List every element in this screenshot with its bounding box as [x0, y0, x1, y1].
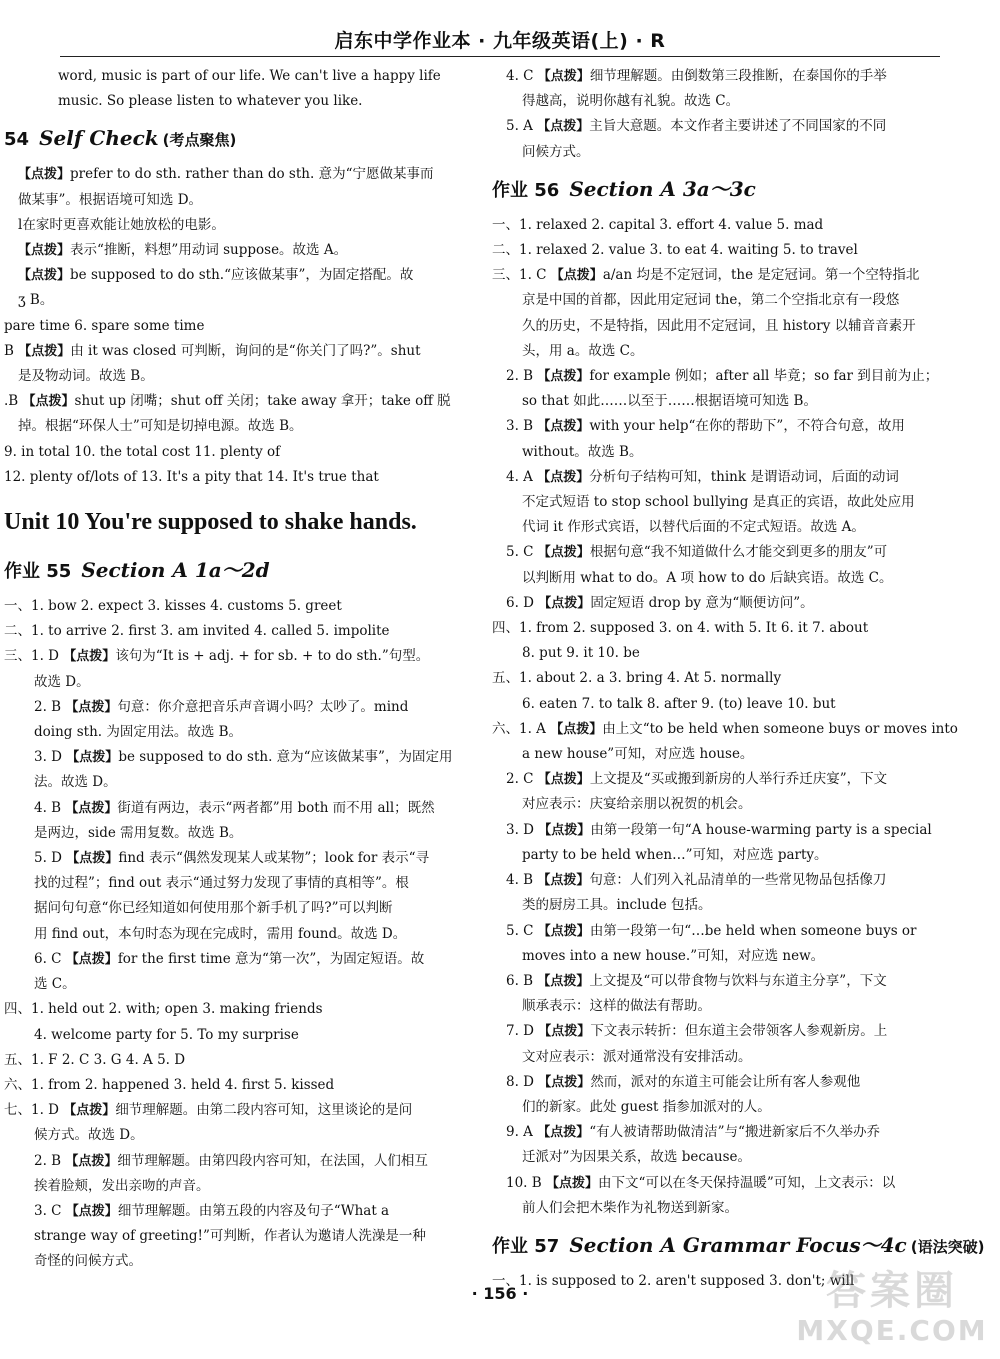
- answer-line: 以判断用 what to do。A 项 how to do 后缺宾语。故选 C。: [522, 569, 893, 586]
- answer-line: 选 C。: [34, 976, 76, 993]
- hint-marker: 【点拨】: [22, 394, 75, 410]
- answer-line: 掉。根据“环保人士”可知是切掉电源。故选 B。: [18, 418, 303, 435]
- hint-marker: 【点拨】: [18, 243, 71, 259]
- answer-line: 一、1. is supposed to 2. aren't supposed 3. don't; will: [492, 1272, 855, 1289]
- answer-line: 8. D 【点拨】然而，派对的东道主可能会让所有客人参观他: [506, 1073, 861, 1090]
- hint-marker: 【点拨】: [65, 699, 118, 715]
- hint-marker: 【点拨】: [550, 268, 603, 284]
- answer-line: 8. put 9. it 10. be: [522, 645, 640, 662]
- hint-marker: 【点拨】: [538, 1074, 591, 1090]
- answer-line: strange way of greeting!”可判断，作者认为邀请人洗澡是一种: [34, 1228, 426, 1245]
- answer-line: 【点拨】表示“推断，料想”用动词 suppose。故选 A。: [18, 242, 348, 259]
- answer-line: 不定式短语 to stop school bullying 是真正的宾语，故此处应用: [522, 494, 915, 511]
- hint-marker: 【点拨】: [63, 1103, 116, 1119]
- answer-line: word, music is part of our life. We can't live a happy life: [58, 68, 441, 84]
- section-title: Section A 3a～3c: [569, 176, 756, 201]
- hint-marker: 【点拨】: [537, 369, 590, 385]
- answer-line: 四、1. from 2. supposed 3. on 4. with 5. It 6. it 7. about: [492, 620, 869, 637]
- answer-line: 一、1. relaxed 2. capital 3. effort 4. value 5. mad: [492, 216, 824, 233]
- answer-line: music. So please listen to whatever you like.: [58, 93, 363, 110]
- homework-number: 作业 55: [4, 561, 72, 583]
- answer-line: 2. B 【点拨】for example 例如；after all 毕竟；so far 到目前为止；: [506, 368, 939, 385]
- section-heading: [4, 118, 464, 160]
- answer-line: 12. plenty of/lots of 13. It's a pity that 14. It's true that: [4, 468, 379, 485]
- answer-line: 候方式。故选 D。: [34, 1127, 144, 1144]
- answer-line: 3. D 【点拨】be supposed to do sth. 意为“应该做某事”，为固定用: [34, 749, 453, 766]
- answer-line: 五、1. F 2. C 3. G 4. A 5. D: [4, 1051, 186, 1068]
- answer-line: pare time 6. spare some time: [4, 317, 205, 334]
- answer-line: 【点拨】prefer to do sth. rather than do sth. 意为“宁愿做某事而: [18, 166, 434, 183]
- hint-marker: 【点拨】: [537, 923, 590, 939]
- watermark-line-1: 答案圈: [826, 1268, 958, 1314]
- answer-line: 得越高，说明你越有礼貌。故选 C。: [522, 93, 740, 110]
- answer-line: 5. C 【点拨】由第一段第一句“…be held when someone buys or: [506, 922, 917, 939]
- answer-line: 奇怪的问候方式。: [34, 1253, 142, 1270]
- homework-number: 作业 56: [492, 179, 560, 201]
- answer-line: 类的厨房工具。include 包括。: [522, 897, 712, 914]
- answer-line: 三、1. D 【点拨】该句为“It is + adj. + for sb. + to do sth.”句型。: [4, 648, 430, 665]
- hint-marker: 【点拨】: [66, 851, 119, 867]
- answer-line: 【点拨】be supposed to do sth.“应该做某事”，为固定搭配。故: [18, 267, 414, 284]
- hint-marker: 【点拨】: [537, 469, 590, 485]
- section-title: Self Check: [39, 126, 159, 151]
- homework-number: 作业 57: [492, 1235, 560, 1257]
- answer-line: 6. B 【点拨】上文提及“可以带食物与饮料与东道主分享”，下文: [506, 972, 887, 989]
- hint-marker: 【点拨】: [538, 1024, 591, 1040]
- answer-line: 9. in total 10. the total cost 11. plenty of: [4, 443, 281, 460]
- answer-line: 3. D 【点拨】由第一段第一句“A house-warming party is a special: [506, 821, 932, 838]
- hint-marker: 【点拨】: [537, 772, 590, 788]
- hint-marker: 【点拨】: [537, 119, 590, 135]
- answer-line: 5. D 【点拨】find 表示“偶然发现某人或某物”；look for 表示“寻: [34, 850, 430, 867]
- section-heading: [492, 169, 962, 211]
- answer-line: 五、1. about 2. a 3. bring 4. At 5. normally: [492, 670, 782, 687]
- hint-marker: 【点拨】: [66, 750, 119, 766]
- section-heading: [4, 550, 464, 592]
- answer-line: B 【点拨】由 it was closed 可判断，询问的是“你关门了吗?”。shut: [4, 342, 421, 359]
- answer-line: 四、1. held out 2. with; open 3. making friends: [4, 1001, 323, 1018]
- answer-line: 用 find out，本句时态为现在完成时，需用 found。故选 D。: [34, 925, 407, 942]
- answer-line: a new house”可知，对应选 house。: [522, 746, 754, 763]
- section-title: Section A 1a～2d: [81, 558, 270, 583]
- answer-line: 3. B 【点拨】with your help“在你的帮助下”，不符合句意，故用: [506, 418, 905, 435]
- header-divider: [60, 56, 940, 57]
- answer-line: 法。故选 D。: [34, 774, 117, 791]
- hint-marker: 【点拨】: [538, 822, 591, 838]
- hint-marker: 【点拨】: [65, 1203, 118, 1219]
- hint-marker: 【点拨】: [65, 800, 118, 816]
- hint-marker: 【点拨】: [537, 973, 590, 989]
- answer-line: 7. D 【点拨】下文表示转折：但东道主会带领客人参观新房。上: [506, 1023, 888, 1040]
- answer-line: 4. welcome party for 5. To my surprise: [34, 1026, 299, 1043]
- answer-line: 文对应表示：派对通常没有安排活动。: [522, 1048, 752, 1065]
- answer-line: without。故选 B。: [522, 443, 643, 460]
- hint-marker: 【点拨】: [63, 649, 116, 665]
- hint-marker: 【点拨】: [18, 167, 71, 183]
- answer-line: 二、1. relaxed 2. value 3. to eat 4. waiting 5. to travel: [492, 242, 858, 259]
- answer-line: 9. A 【点拨】“有人被请帮助做清洁”与“搬进新家后不久举办乔: [506, 1124, 880, 1141]
- answer-line: 6. D 【点拨】固定短语 drop by 意为“顺便访问”。: [506, 594, 814, 611]
- section-tag: (语法突破): [910, 1237, 985, 1256]
- answer-line: 4. B 【点拨】街道有两边，表示“两者都”用 both 而不用 all；既然: [34, 799, 435, 816]
- left-column: [4, 64, 464, 1275]
- answer-line: 是两边，side 需用复数。故选 B。: [34, 824, 243, 841]
- hint-marker: 【点拨】: [545, 1175, 598, 1191]
- answer-line: l在家时更喜欢能让她放松的电影。: [18, 216, 225, 233]
- section-tag: (考点聚焦): [162, 131, 237, 150]
- unit-heading: Unit 10 You're supposed to shake hands.: [4, 509, 417, 536]
- answer-line: 久的历史，不是特指，因此用不定冠词，且 history 以辅音音素开: [522, 317, 916, 334]
- hint-marker: 【点拨】: [537, 69, 590, 84]
- hint-marker: 【点拨】: [538, 595, 591, 611]
- answer-line: 京是中国的首都，因此用定冠词 the，第二个空指北京有一段悠: [522, 292, 900, 309]
- hint-marker: 【点拨】: [537, 419, 590, 435]
- answer-line: 对应表示：庆宴给亲朋以祝贺的机会。: [522, 796, 752, 813]
- answer-line: 代词 it 作形式宾语，以替代后面的不定式短语。故选 A。: [522, 519, 865, 536]
- answer-line: 二、1. to arrive 2. first 3. am invited 4. called 5. impolite: [4, 623, 390, 640]
- homework-number: 54: [4, 129, 30, 151]
- answer-line: 头，用 a。故选 C。: [522, 342, 644, 359]
- answer-line: 挨着脸颊，发出亲吻的声音。: [34, 1177, 210, 1194]
- answer-line: 4. A 【点拨】分析句子结构可知，think 是谓语动词，后面的动词: [506, 468, 899, 485]
- page-header: 启东中学作业本 · 九年级英语(上) · R: [334, 30, 666, 52]
- answer-line: 故选 D。: [34, 673, 90, 690]
- right-column: [492, 64, 985, 1294]
- answer-line: 六、1. from 2. happened 3. held 4. first 5. kissed: [4, 1076, 335, 1093]
- section-heading: [492, 1225, 985, 1267]
- hint-marker: 【点拨】: [550, 721, 603, 737]
- answer-line: 4. B 【点拨】句意：人们列入礼品清单的一些常见物品包括像刀: [506, 872, 887, 889]
- page-number: · 156 ·: [471, 1284, 529, 1303]
- hint-marker: 【点拨】: [18, 343, 71, 359]
- answer-line: moves into a new house.”可知，对应选 new。: [522, 947, 825, 964]
- answer-line: party to be held when…”可知，对应选 party。: [522, 846, 828, 863]
- answer-line: 3. C 【点拨】细节理解题。由第五段的内容及句子“What a: [34, 1202, 390, 1219]
- answer-line: 们的新家。此处 guest 指参加派对的人。: [522, 1098, 771, 1115]
- hint-marker: 【点拨】: [537, 1125, 590, 1141]
- answer-line: 4. C 【点拨】细节理解题。由倒数第三段推断，在泰国你的手举: [506, 68, 887, 84]
- answer-line: 迁派对”为因果关系，故选 because。: [522, 1149, 752, 1166]
- hint-marker: 【点拨】: [18, 268, 71, 284]
- answer-line: 前人们会把木柴作为礼物送到新家。: [522, 1199, 738, 1216]
- answer-line: 一、1. bow 2. expect 3. kisses 4. customs 5. greet: [4, 598, 342, 615]
- answer-line: 七、1. D 【点拨】细节理解题。由第二段内容可知，这里谈论的是问: [4, 1102, 413, 1119]
- answer-line: 六、1. A 【点拨】由上文“to be held when someone buys or moves into: [492, 720, 958, 737]
- answer-line: 做某事”。根据语境可知选 D。: [18, 191, 203, 208]
- answer-line: 6. eaten 7. to talk 8. after 9. (to) leave 10. but: [522, 695, 836, 712]
- answer-line: 问候方式。: [522, 143, 590, 160]
- answer-line: 2. B 【点拨】句意：你介意把音乐声音调小吗？太吵了。mind: [34, 698, 409, 715]
- hint-marker: 【点拨】: [537, 873, 590, 889]
- answer-line: 是及物动词。故选 B。: [18, 368, 154, 385]
- answer-line: 5. C 【点拨】根据句意“我不知道做什么才能交到更多的朋友”可: [506, 544, 888, 561]
- answer-line: 顺承表示：这样的做法有帮助。: [522, 998, 711, 1015]
- answer-line: .B 【点拨】shut up 闭嘴；shut off 关闭；take away 拿开；take off 脱: [4, 393, 451, 410]
- answer-line: 6. C 【点拨】for the first time 意为“第一次”，为固定短语。故: [34, 950, 425, 967]
- section-title: Section A Grammar Focus～4c: [569, 1232, 907, 1257]
- hint-marker: 【点拨】: [537, 545, 590, 561]
- answer-line: 2. B 【点拨】细节理解题。由第四段内容可知，在法国，人们相互: [34, 1152, 428, 1169]
- answer-line: 10. B 【点拨】由下文“可以在冬天保持温暖”可知，上文表示：以: [506, 1174, 896, 1191]
- answer-line: 2. C 【点拨】上文提及“买或搬到新房的人举行乔迁庆宴”，下文: [506, 771, 888, 788]
- answer-line: 找的过程”；find out 表示“通过努力发现了事情的真相等”。根: [34, 875, 409, 892]
- hint-marker: 【点拨】: [65, 951, 118, 967]
- answer-line: 据问句句意“你已经知道如何使用那个新手机了吗?”可以判断: [34, 900, 393, 917]
- answer-line: 三、1. C 【点拨】a/an 均是不定冠词，the 是定冠词。第一个空特指北: [492, 267, 920, 284]
- answer-line: 5. A 【点拨】主旨大意题。本文作者主要讲述了不同国家的不同: [506, 118, 887, 135]
- watermark-line-2: MXQE.COM: [796, 1314, 988, 1347]
- hint-marker: 【点拨】: [65, 1153, 118, 1169]
- answer-line: so that 如此……以至于……根据语境可知选 B。: [522, 393, 817, 410]
- answer-line: doing sth. 为固定用法。故选 B。: [34, 724, 243, 741]
- answer-line: ʒ B。: [18, 292, 54, 309]
